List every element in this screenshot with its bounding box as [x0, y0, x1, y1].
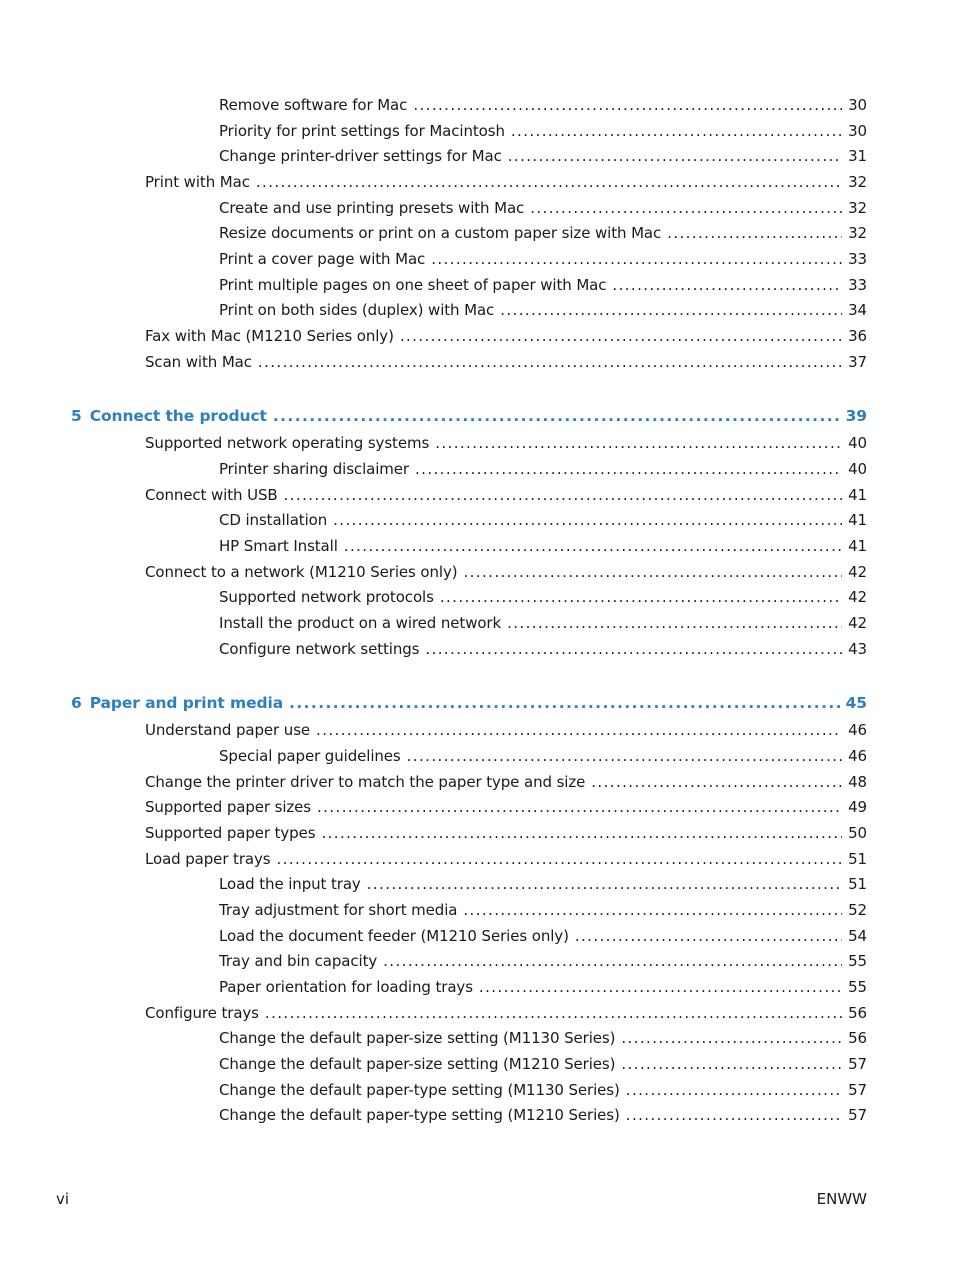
toc-entry-title: CD installation [219, 511, 328, 529]
toc-entry[interactable] [145, 352, 867, 372]
dot-leader [284, 485, 843, 505]
chapter-title: Connect the product [89, 407, 267, 425]
toc-entry-title: Understand paper use [145, 721, 311, 739]
dot-leader [407, 746, 842, 766]
dot-leader [626, 1105, 842, 1125]
dot-leader [575, 926, 842, 946]
toc-entry[interactable] [219, 510, 867, 530]
chapter-page: 39 [845, 407, 867, 425]
toc-entry-page: 48 [848, 773, 867, 791]
dot-leader [344, 536, 842, 556]
toc-entry-title: Supported network operating systems [145, 434, 430, 452]
dot-leader [276, 849, 842, 869]
toc-entry-title: Fax with Mac (M1210 Series only) [145, 327, 394, 345]
dot-leader [463, 562, 842, 582]
toc-entry[interactable] [145, 172, 867, 192]
dot-leader [591, 772, 842, 792]
toc-entry-page: 55 [848, 952, 867, 970]
toc-entry-title: Configure trays [145, 1004, 259, 1022]
chapter-page: 45 [845, 694, 867, 712]
toc-entry-title: Paper orientation for loading trays [219, 978, 473, 996]
toc-entry-title: Load paper trays [145, 850, 271, 868]
toc-entry-page: 43 [848, 640, 867, 658]
toc-entry-title: Supported paper sizes [145, 798, 312, 816]
toc-entry[interactable] [219, 1028, 867, 1048]
dot-leader [400, 326, 842, 346]
toc-entry-page: 55 [848, 978, 867, 996]
toc-entry-page: 57 [848, 1106, 867, 1124]
toc-entry[interactable] [145, 720, 867, 740]
toc-entry-title: Tray adjustment for short media [219, 901, 458, 919]
toc-entry[interactable] [219, 1105, 867, 1125]
toc-entry-page: 31 [848, 147, 867, 165]
dot-leader [626, 1080, 842, 1100]
toc-entry-title: Change the default paper-size setting (M1210 Series) [219, 1055, 616, 1073]
toc-entry-title: Change printer-driver settings for Mac [219, 147, 502, 165]
toc-entry-page: 32 [848, 224, 867, 242]
dot-leader [415, 459, 842, 479]
toc-entry[interactable] [219, 275, 867, 295]
toc-entry[interactable] [145, 433, 867, 453]
toc-entry-page: 42 [848, 614, 867, 632]
toc-entry[interactable] [219, 926, 867, 946]
toc-entry-page: 33 [848, 250, 867, 268]
toc-entry-page: 50 [848, 824, 867, 842]
footer-doc-label: ENWW [816, 1190, 867, 1208]
toc-entry-title: Printer sharing disclaimer [219, 460, 409, 478]
dot-leader [289, 693, 840, 713]
toc-entry-title: Print on both sides (duplex) with Mac [219, 301, 495, 319]
toc-entry-page: 37 [848, 353, 867, 371]
toc-entry[interactable] [219, 874, 867, 894]
toc-entry-page: 51 [848, 850, 867, 868]
toc-entry[interactable] [219, 249, 867, 269]
toc-entry[interactable] [219, 639, 867, 659]
toc-entry-page: 30 [848, 96, 867, 114]
toc-chapter-heading[interactable] [71, 406, 867, 426]
dot-leader [265, 1003, 842, 1023]
dot-leader [256, 172, 842, 192]
toc-entry-page: 41 [848, 511, 867, 529]
toc-entry-page: 52 [848, 901, 867, 919]
chapter-title: Paper and print media [89, 694, 284, 712]
toc-entry-title: Priority for print settings for Macintosh [219, 122, 505, 140]
toc-entry-title: Remove software for Mac [219, 96, 408, 114]
toc-entry-page: 40 [848, 434, 867, 452]
toc-entry-page: 32 [848, 199, 867, 217]
dot-leader [431, 249, 842, 269]
dot-leader [413, 95, 842, 115]
toc-entry-page: 42 [848, 588, 867, 606]
toc-entry-page: 41 [848, 486, 867, 504]
dot-leader [333, 510, 842, 530]
toc-entry[interactable] [145, 562, 867, 582]
toc-entry-page: 40 [848, 460, 867, 478]
dot-leader [621, 1054, 842, 1074]
toc-entry[interactable] [219, 587, 867, 607]
dot-leader [321, 823, 842, 843]
toc-entry[interactable] [145, 849, 867, 869]
dot-leader [479, 977, 842, 997]
toc-entry-title: Change the printer driver to match the paper type and size [145, 773, 586, 791]
dot-leader [383, 951, 842, 971]
toc-entry-title: Configure network settings [219, 640, 420, 658]
toc-entry[interactable] [219, 300, 867, 320]
toc-entry-title: Connect to a network (M1210 Series only) [145, 563, 458, 581]
toc-entry-page: 57 [848, 1055, 867, 1073]
toc-entry-page: 54 [848, 927, 867, 945]
toc-entry-title: Change the default paper-size setting (M1130 Series) [219, 1029, 616, 1047]
toc-entry-page: 42 [848, 563, 867, 581]
dot-leader [316, 720, 842, 740]
toc-entry-title: Tray and bin capacity [219, 952, 378, 970]
dot-leader [667, 223, 842, 243]
toc-entry-page: 56 [848, 1029, 867, 1047]
chapter-number: 6 [71, 694, 82, 712]
dot-leader [530, 198, 842, 218]
toc-entry-page: 56 [848, 1004, 867, 1022]
toc-entry[interactable] [145, 485, 867, 505]
toc-entry[interactable] [145, 1003, 867, 1023]
toc-entry-title: Supported network protocols [219, 588, 434, 606]
toc-entry-title: Scan with Mac [145, 353, 252, 371]
toc-entry[interactable] [145, 772, 867, 792]
dot-leader [508, 146, 842, 166]
toc-entry-title: Change the default paper-type setting (M1210 Series) [219, 1106, 620, 1124]
dot-leader [317, 797, 842, 817]
toc-entry-title: Load the document feeder (M1210 Series only) [219, 927, 569, 945]
toc-entry-title: Connect with USB [145, 486, 278, 504]
toc-entry-page: 36 [848, 327, 867, 345]
toc-entry[interactable] [219, 223, 867, 243]
chapter-number: 5 [71, 407, 82, 425]
toc-entry-page: 41 [848, 537, 867, 555]
dot-leader [258, 352, 842, 372]
toc-entry-page: 34 [848, 301, 867, 319]
toc-entry-page: 51 [848, 875, 867, 893]
toc-entry-page: 32 [848, 173, 867, 191]
toc-entry[interactable] [219, 1054, 867, 1074]
dot-leader [425, 639, 842, 659]
dot-leader [440, 587, 842, 607]
toc-entry-title: Install the product on a wired network [219, 614, 502, 632]
toc-entry[interactable] [219, 1080, 867, 1100]
toc-entry[interactable] [219, 146, 867, 166]
toc-entry[interactable] [219, 746, 867, 766]
toc-entry-page: 49 [848, 798, 867, 816]
toc-entry-title: Print a cover page with Mac [219, 250, 426, 268]
toc-entry[interactable] [145, 326, 867, 346]
toc-entry[interactable] [219, 95, 867, 115]
toc-entry[interactable] [145, 797, 867, 817]
toc-entry-page: 33 [848, 276, 867, 294]
toc-entry[interactable] [219, 977, 867, 997]
toc-entry-title: Print with Mac [145, 173, 250, 191]
toc-entry[interactable] [219, 900, 867, 920]
toc-entry[interactable] [219, 459, 867, 479]
dot-leader [621, 1028, 842, 1048]
dot-leader [273, 406, 840, 426]
toc-entry-page: 46 [848, 721, 867, 739]
toc-entry[interactable] [219, 121, 867, 141]
dot-leader [507, 613, 842, 633]
toc-entry-page: 57 [848, 1081, 867, 1099]
toc-entry[interactable] [145, 823, 867, 843]
dot-leader [463, 900, 842, 920]
dot-leader [511, 121, 842, 141]
toc-entry[interactable] [219, 198, 867, 218]
toc-entry[interactable] [219, 536, 867, 556]
toc-entry-title: Change the default paper-type setting (M1130 Series) [219, 1081, 620, 1099]
toc-entry[interactable] [219, 613, 867, 633]
dot-leader [612, 275, 842, 295]
dot-leader [435, 433, 842, 453]
toc-entry-title: Load the input tray [219, 875, 361, 893]
toc-entry-page: 46 [848, 747, 867, 765]
toc-entry-title: HP Smart Install [219, 537, 338, 555]
toc-entry-title: Special paper guidelines [219, 747, 401, 765]
toc-entry[interactable] [219, 951, 867, 971]
dot-leader [367, 874, 842, 894]
toc-entry-page: 30 [848, 122, 867, 140]
toc-entry-title: Resize documents or print on a custom paper size with Mac [219, 224, 662, 242]
toc-entry-title: Create and use printing presets with Mac [219, 199, 525, 217]
toc-entry-title: Supported paper types [145, 824, 316, 842]
footer-page-number: vi [56, 1190, 70, 1208]
dot-leader [500, 300, 842, 320]
toc-entry-title: Print multiple pages on one sheet of paper with Mac [219, 276, 607, 294]
toc-chapter-heading[interactable] [71, 693, 867, 713]
